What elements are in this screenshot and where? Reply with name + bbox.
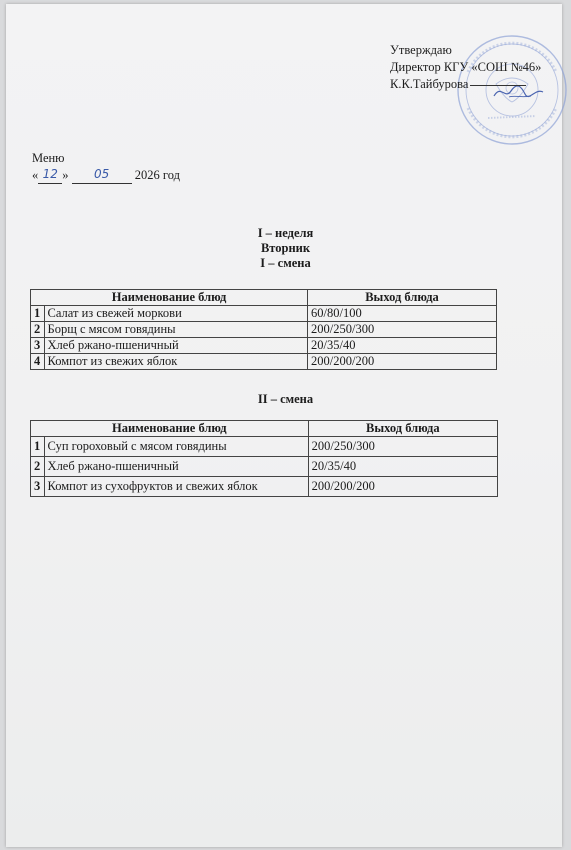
dish-output: 200/200/200 xyxy=(308,354,497,370)
day-heading: Вторник xyxy=(260,241,311,255)
dish-name: Суп гороховый с мясом говядины xyxy=(44,437,308,457)
table-header-row xyxy=(31,290,497,306)
dish-name: Компот из свежих яблок xyxy=(44,354,308,370)
dish-output: 200/250/300 xyxy=(308,322,497,338)
col-header-name: Наименование блюд xyxy=(31,290,308,306)
signature-line xyxy=(470,85,526,86)
menu-title: Меню xyxy=(32,151,65,165)
open-quote: « xyxy=(32,168,39,182)
date-month: 05 xyxy=(72,166,132,184)
approval-position: Директор КГУ «СОШ №46» xyxy=(390,60,542,74)
dish-name: Хлеб ржано-пшеничный xyxy=(44,338,308,354)
row-number: 4 xyxy=(31,354,45,370)
dish-name: Компот из сухофруктов и свежих яблок xyxy=(44,477,308,497)
dish-output: 20/35/40 xyxy=(308,457,497,477)
approval-title: Утверждаю xyxy=(390,43,452,57)
row-number: 2 xyxy=(31,322,45,338)
table-row xyxy=(31,437,498,457)
row-number: 3 xyxy=(31,477,45,497)
col-header-name: Наименование блюд xyxy=(31,421,309,437)
row-number: 1 xyxy=(31,437,45,457)
dish-output: 200/250/300 xyxy=(308,437,497,457)
menu-date xyxy=(32,167,180,185)
row-number: 3 xyxy=(31,338,45,354)
table-row xyxy=(31,354,497,370)
week-heading: I – неделя xyxy=(257,226,314,240)
dish-output: 200/200/200 xyxy=(308,477,497,497)
col-header-output: Выход блюда xyxy=(308,421,497,437)
col-header-output: Выход блюда xyxy=(308,290,497,306)
table-row xyxy=(31,306,497,322)
shift2-heading: II – смена xyxy=(257,392,314,406)
date-day: 12 xyxy=(38,166,62,184)
dish-name: Борщ с мясом говядины xyxy=(44,322,308,338)
table-row xyxy=(31,338,497,354)
row-number: 2 xyxy=(31,457,45,477)
close-quote: » xyxy=(62,168,69,182)
table-row xyxy=(31,322,497,338)
table-row xyxy=(31,477,498,497)
dish-name: Хлеб ржано-пшеничный xyxy=(44,457,308,477)
dish-name: Салат из свежей моркови xyxy=(44,306,308,322)
approval-name-line xyxy=(390,76,541,93)
menu-header xyxy=(32,150,180,185)
date-year: 2026 год xyxy=(134,168,180,182)
shift1-table xyxy=(30,289,497,370)
shift1-heading: I – смена xyxy=(260,256,311,270)
table-row xyxy=(31,457,498,477)
row-number: 1 xyxy=(31,306,45,322)
dish-output: 20/35/40 xyxy=(308,338,497,354)
table-header-row xyxy=(31,421,498,437)
approval-block xyxy=(390,42,541,93)
dish-output: 60/80/100 xyxy=(308,306,497,322)
shift2-table xyxy=(30,420,498,497)
approval-name: К.К.Тайбурова xyxy=(390,77,469,91)
